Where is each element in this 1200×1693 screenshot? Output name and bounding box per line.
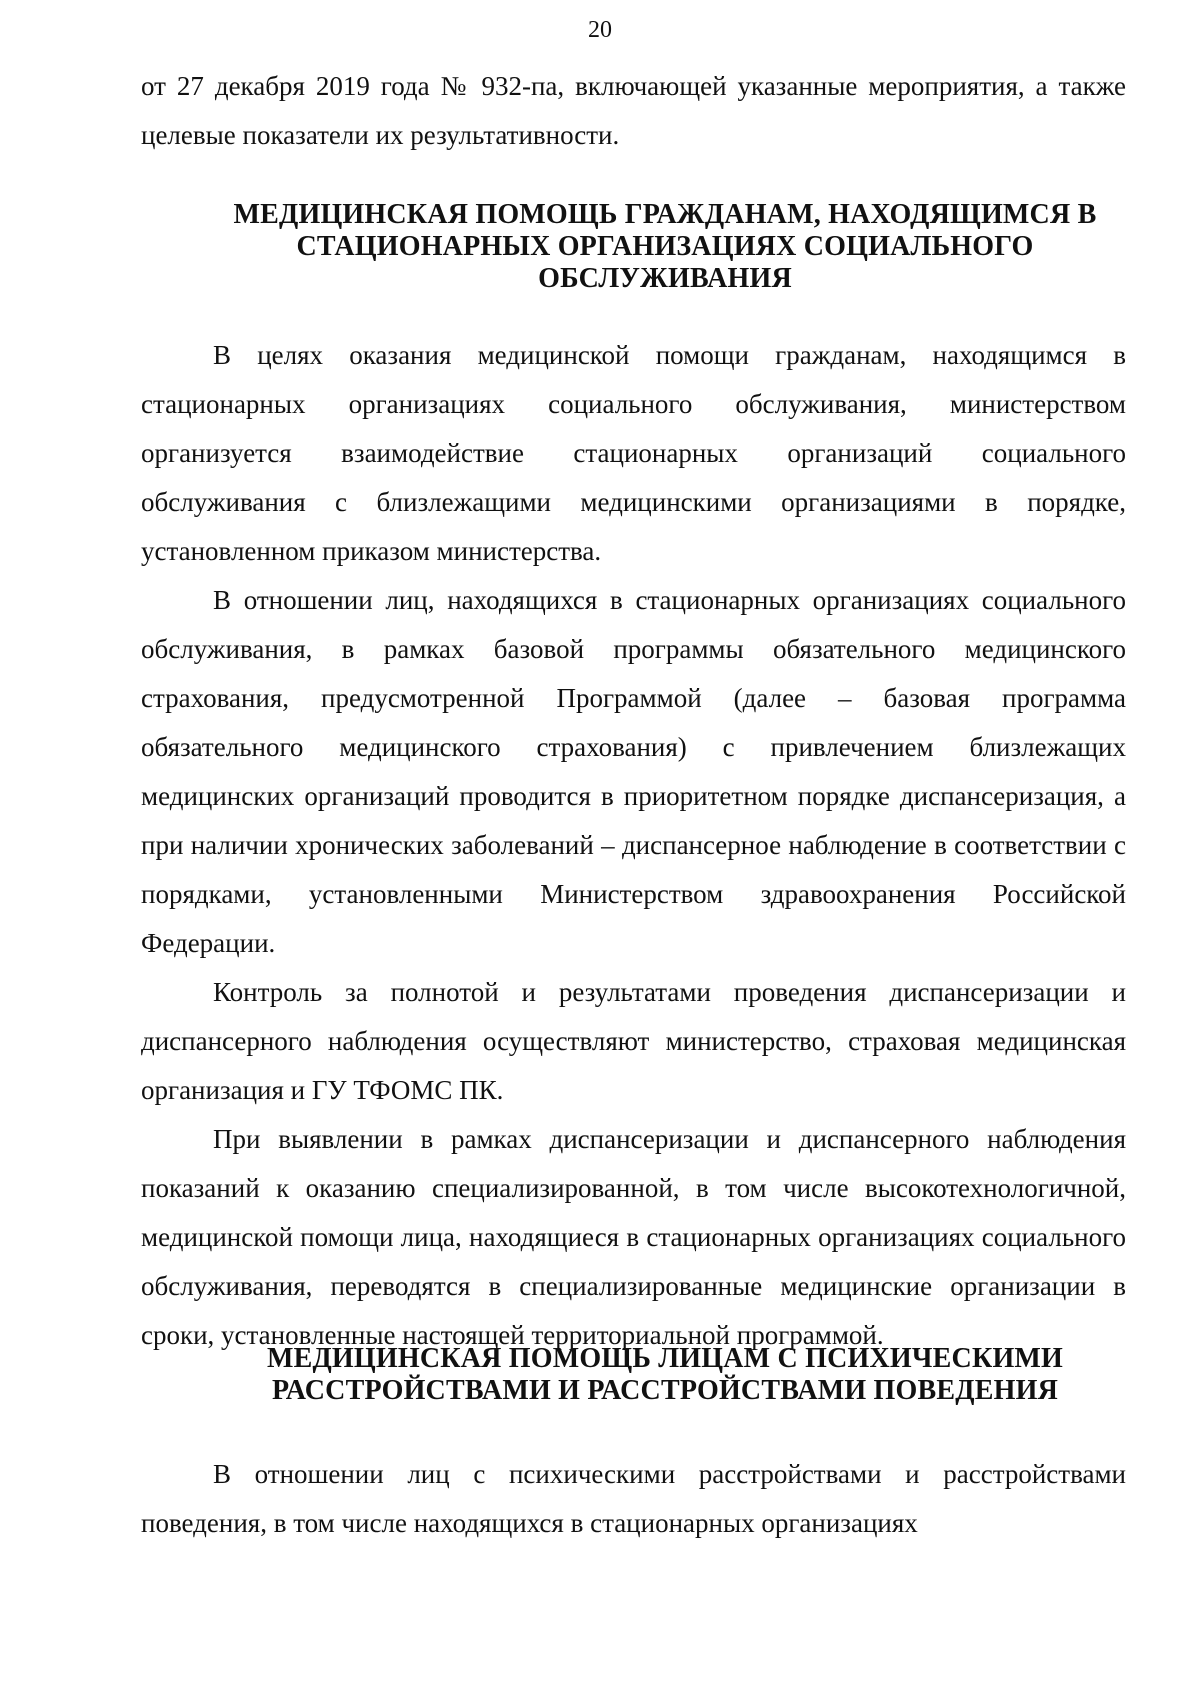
body-paragraph: В целях оказания медицинской помощи гражданам, находящимся в стационарных организациях социального обслуживания, министерством организуется взаимодействие стационарных организаций социального обслуживания с близлежащими медицинскими организациями в порядке, установленном приказом министерства.: [141, 340, 1126, 566]
body-paragraph: В отношении лиц, находящихся в стационарных организациях социального обслуживания, в рамках базовой программы обязательного медицинского страхования, предусмотренной Программой (далее – базовая программа обязательного медицинского страхования) с привлечением близлежащих медицинских организаций проводится в приоритетном порядке диспансеризация, а при наличии хронических заболеваний – диспансерное наблюдение в соответствии с порядками, установленными Министерством здравоохранения Российской Федерации.: [141, 585, 1126, 958]
body-paragraph: В отношении лиц с психическими расстройствами и расстройствами поведения, в том числе находящихся в стационарных организациях: [141, 1459, 1126, 1538]
body-paragraph: При выявлении в рамках диспансеризации и диспансерного наблюдения показаний к оказанию специализированной, в том числе высокотехнологичной, медицинской помощи лица, находящиеся в стационарных организациях социального обслуживания, переводятся в специализированные медицинские организации в сроки, установленные настоящей территориальной программой.: [141, 1124, 1126, 1350]
section-heading-mental-disorders: МЕДИЦИНСКАЯ ПОМОЩЬ ЛИЦАМ С ПСИХИЧЕСКИМИ РАССТРОЙСТВАМИ И РАССТРОЙСТВАМИ ПОВЕДЕНИЯ: [266, 1343, 1064, 1406]
section-body-mental-disorders: [141, 1450, 1126, 1548]
body-paragraph: Контроль за полнотой и результатами проведения диспансеризации и диспансерного наблюдения осуществляют министерство, страховая медицинская организация и ГУ ТФОМС ПК.: [141, 977, 1126, 1105]
page-number: 20: [588, 17, 612, 43]
intro-block: [141, 62, 1126, 160]
intro-paragraph: от 27 декабря 2019 года № 932-па, включающей указанные мероприятия, а также целевые показатели их результативности.: [141, 71, 1126, 150]
section-heading-social-care: МЕДИЦИНСКАЯ ПОМОЩЬ ГРАЖДАНАМ, НАХОДЯЩИМСЯ В СТАЦИОНАРНЫХ ОРГАНИЗАЦИЯХ СОЦИАЛЬНОГО ОБСЛУЖИВАНИЯ: [233, 199, 1097, 294]
section-body-social-care: [141, 331, 1126, 1360]
